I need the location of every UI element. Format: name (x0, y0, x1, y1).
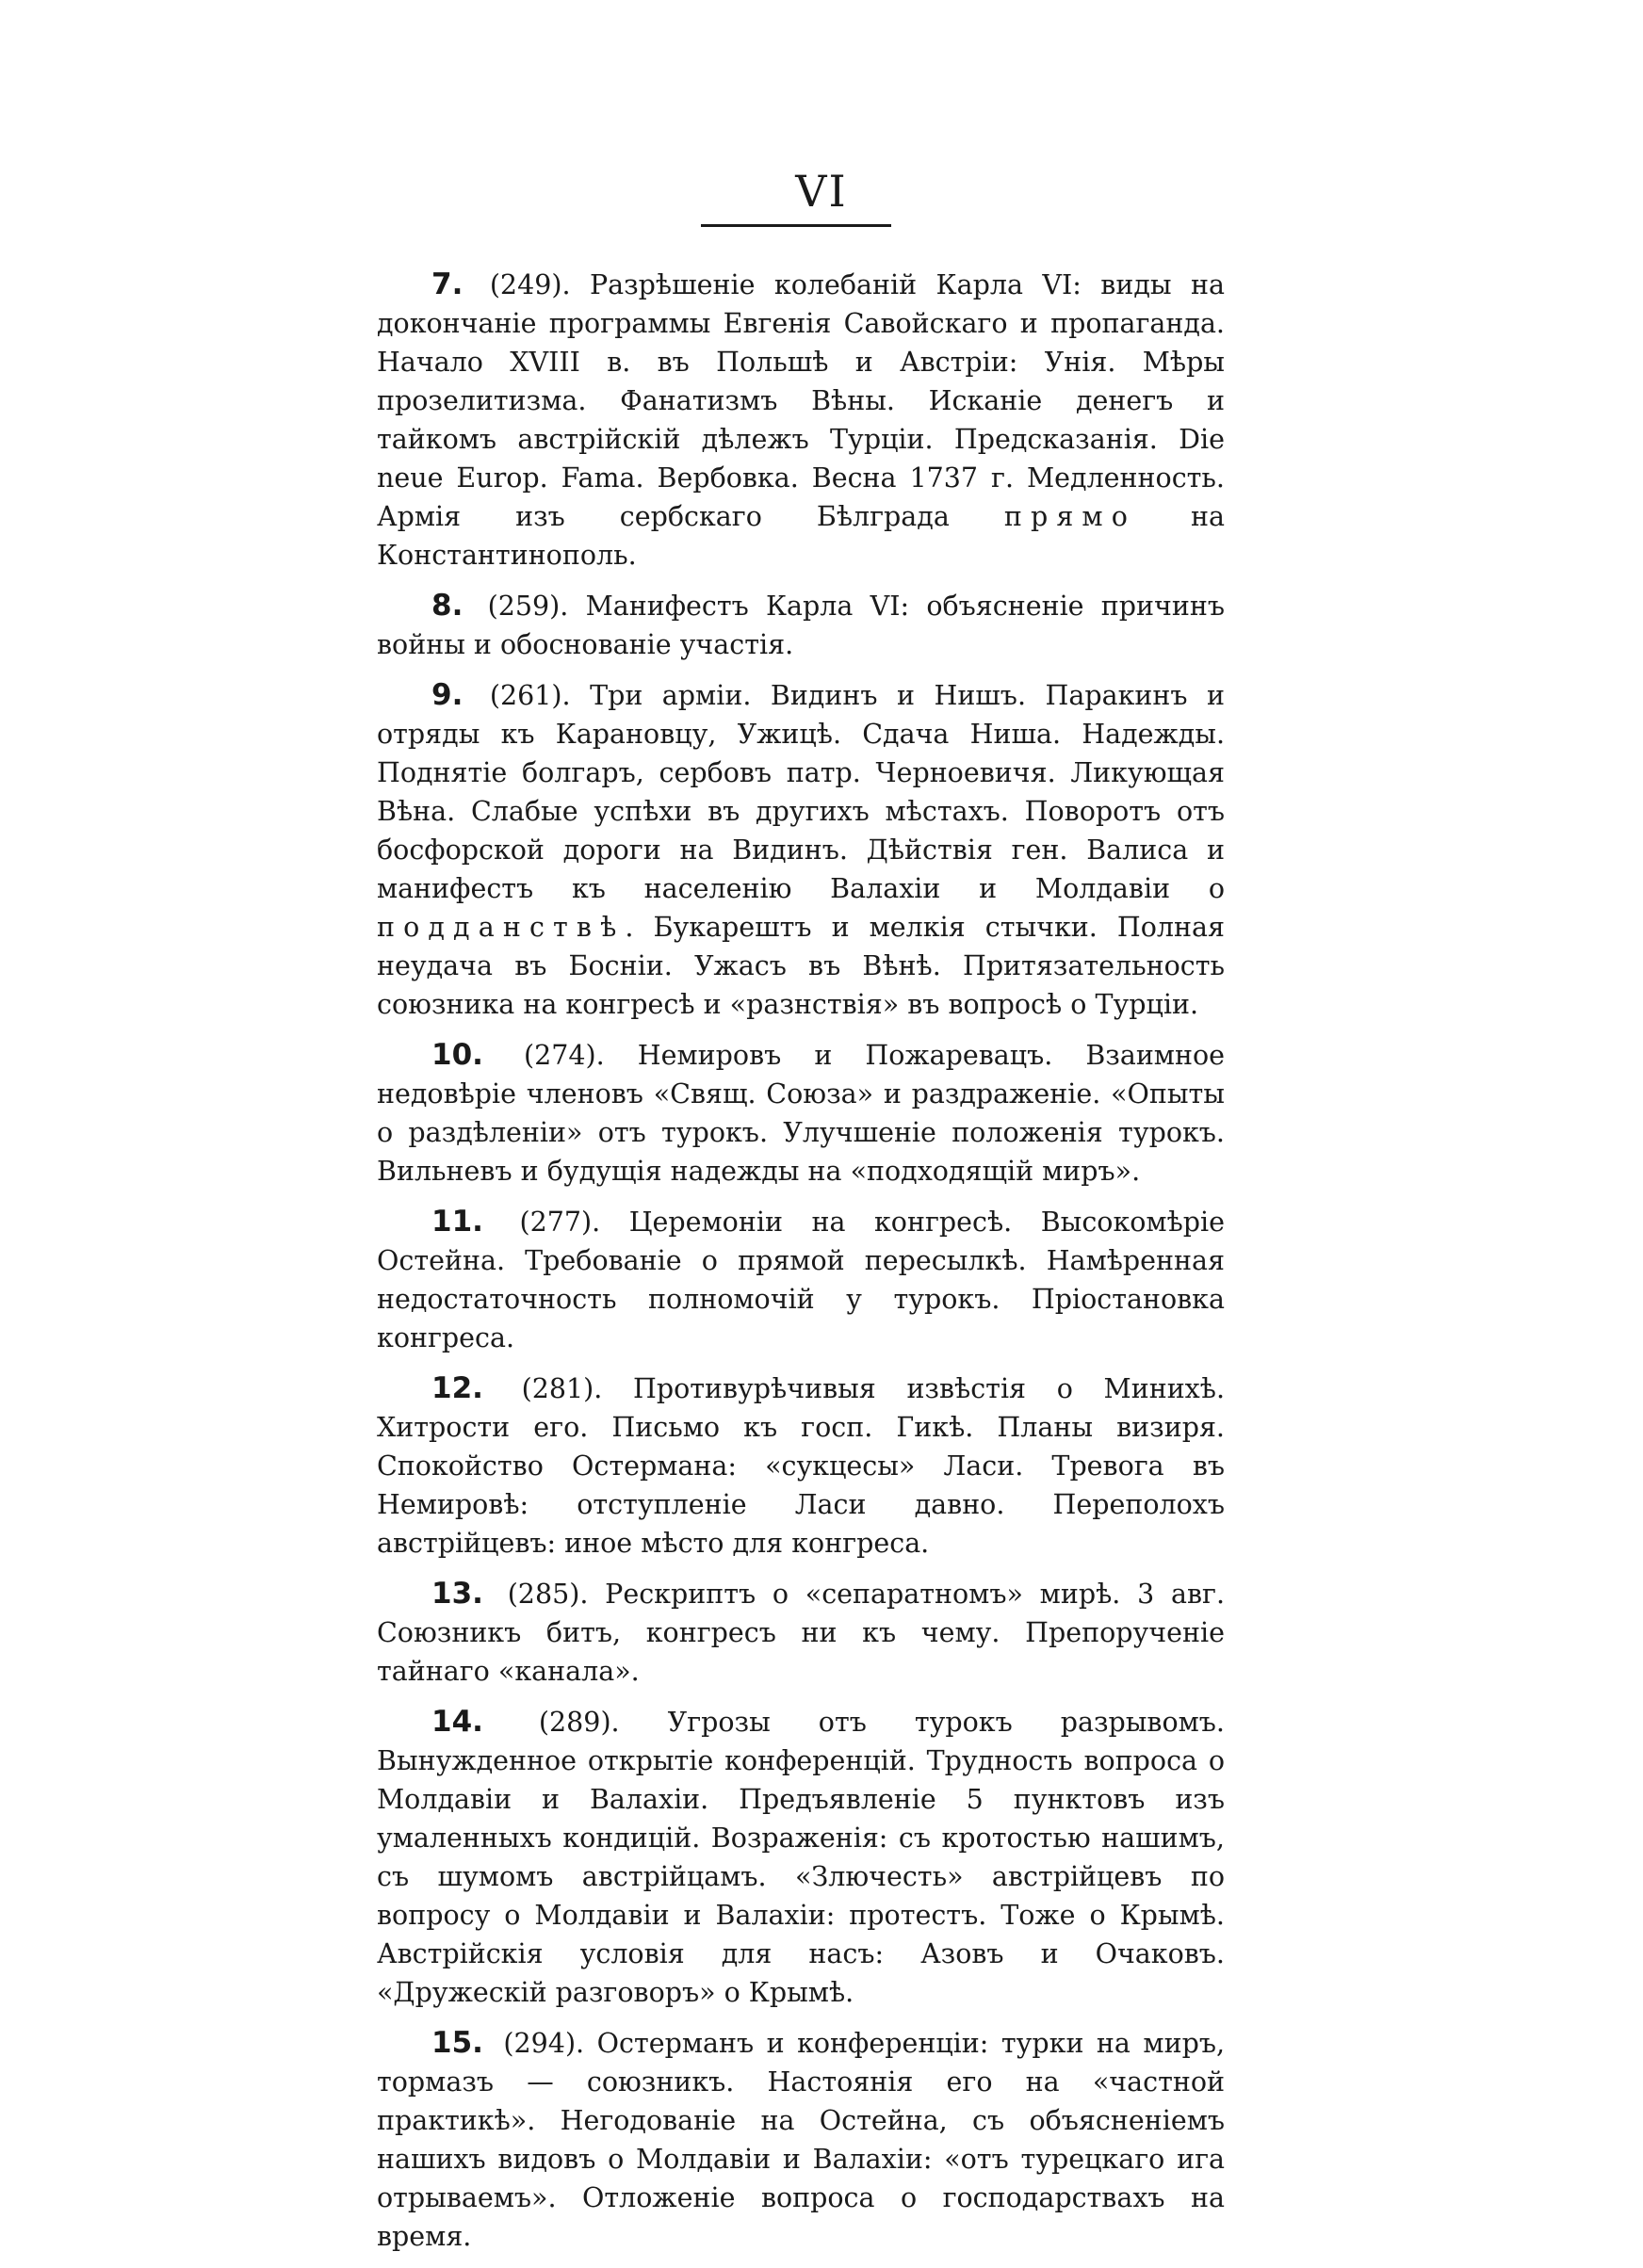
toc-entry-14 (377, 1703, 1225, 2012)
entry-text (377, 1703, 1225, 2012)
entry-text (377, 587, 1225, 664)
header-rule (701, 224, 891, 227)
entry-body: Остерманъ и конференціи: турки на миръ, тормазъ — союзникъ. Настоянія его на «частной практикѣ». Негодованіе на Остейна, съ объясненіемъ нашихъ видовъ о Молдавіи и Валахіи: «отъ турецкаго ига отрываемъ». Отложеніе вопроса о господарствахъ на время. (377, 2028, 1226, 2252)
entry-number: 11. (431, 1205, 483, 1239)
toc-entry-10 (377, 1036, 1225, 1191)
entry-page-ref: (261). (489, 680, 571, 711)
table-of-contents (377, 266, 1225, 2268)
entry-page-ref: (281). (521, 1373, 603, 1404)
toc-entry-12 (377, 1369, 1225, 1563)
entry-page-ref: (277). (519, 1207, 601, 1238)
page-number: VI (795, 166, 848, 217)
entry-body: на Константинополь. (377, 501, 1225, 571)
entry-body: Разрѣшеніе колебаній Карла VI: виды на докончаніе программы Евгенія Савойскаго и пропаганда. Начало XVIII в. въ Польшѣ и Австріи: Унія. Мѣры прозелитизма. Фанатизмъ Вѣны. Исканіе денегъ и тайкомъ австрійскій дѣлежъ Турціи. Предсказанія. Die neue Europ. Fama. Вербовка. Весна 1737 г. Медленность. Армія изъ сербскаго Бѣлграда (377, 269, 1225, 532)
entry-body: . Букарештъ и мелкія стычки. Полная неудача въ Босніи. Ужасъ въ Вѣнѣ. Притязательность союзника на конгресѣ и «разнствія» въ вопросѣ о Турціи. (377, 912, 1225, 1020)
entry-body: Рескриптъ о «сепаратномъ» мирѣ. 3 авг. Союзникъ битъ, конгресъ ни къ чему. Препорученіе тайнаго «канала». (377, 1579, 1226, 1687)
entry-page-ref: (249). (489, 269, 571, 300)
entry-number: 15. (431, 2026, 483, 2060)
entry-body: Три арміи. Видинъ и Нишъ. Паракинъ и отряды къ Карановцу, Ужицѣ. Сдача Ниша. Надежды. Поднятіе болгаръ, сербовъ патр. Черноевичя. Ликующая Вѣна. Слабые успѣхи въ другихъ мѣстахъ. Поворотъ отъ босфорской дороги на Видинъ. Дѣйствія ген. Валиса и манифестъ къ населенію Валахіи и Молдавіи о (377, 680, 1225, 904)
entry-page-ref: (294). (503, 2028, 585, 2059)
entry-page-ref: (274). (524, 1040, 605, 1071)
entry-body: Противурѣчивыя извѣстія о Минихѣ. Хитрости его. Письмо къ госп. Гикѣ. Планы визиря. Спокойство Остермана: «сукцесы» Ласи. Тревога въ Немировѣ: отступленіе Ласи давно. Переполохъ австрійцевъ: иное мѣсто для конгреса. (377, 1373, 1226, 1559)
entry-body: Немировъ и Пожаревацъ. Взаимное недовѣріе членовъ «Свящ. Союза» и раздраженіе. «Опыты о раздѣленіи» отъ турокъ. Улучшеніе положенія турокъ. Вильневъ и будущія надежды на «подходящій миръ». (377, 1040, 1225, 1187)
entry-text (377, 1575, 1225, 1691)
entry-number: 8. (431, 589, 464, 623)
toc-entry-7 (377, 266, 1225, 575)
entry-number: 14. (431, 1705, 483, 1739)
entry-text (377, 1203, 1225, 1357)
entry-text (377, 676, 1225, 1024)
entry-text (377, 266, 1225, 575)
entry-body-spaced: подданствѣ (377, 912, 626, 943)
entry-page-ref: (289). (538, 1707, 620, 1738)
entry-page-ref: (259). (487, 591, 569, 622)
entry-text (377, 1036, 1225, 1191)
entry-text (377, 2024, 1225, 2256)
entry-number: 12. (431, 1371, 483, 1405)
entry-number: 7. (431, 267, 464, 301)
entry-body: Манифестъ Карла VI: объясненіе причинъ войны и обоснованіе участія. (377, 591, 1225, 660)
entry-number: 10. (431, 1038, 483, 1072)
entry-number: 9. (431, 678, 464, 712)
toc-entry-13 (377, 1575, 1225, 1691)
entry-page-ref: (285). (507, 1579, 589, 1610)
toc-entry-11 (377, 1203, 1225, 1357)
toc-entry-15 (377, 2024, 1225, 2256)
toc-entry-9 (377, 676, 1225, 1024)
entry-number: 13. (431, 1577, 483, 1611)
entry-body: Церемоніи на конгресѣ. Высокомѣріе Остейна. Требованіе о прямой пересылкѣ. Намѣренная недостаточность полномочій у турокъ. Пріостановка конгреса. (377, 1207, 1226, 1353)
toc-entry-8 (377, 587, 1225, 664)
entry-body-spaced: прямо (1003, 501, 1136, 532)
entry-text (377, 1369, 1225, 1563)
entry-body: Угрозы отъ турокъ разрывомъ. Вынужденное открытіе конференцій. Трудность вопроса о Молдавіи и Валахіи. Предъявленіе 5 пунктовъ изъ умаленныхъ кондицій. Возраженія: съ кротостью нашимъ, съ шумомъ австрійцамъ. «Злючесть» австрійцевъ по вопросу о Молдавіи и Валахіи: протестъ. Тоже о Крымѣ. Австрійскія условія для насъ: Азовъ и Очаковъ. «Дружескій разговоръ» о Крымѣ. (377, 1707, 1225, 2008)
